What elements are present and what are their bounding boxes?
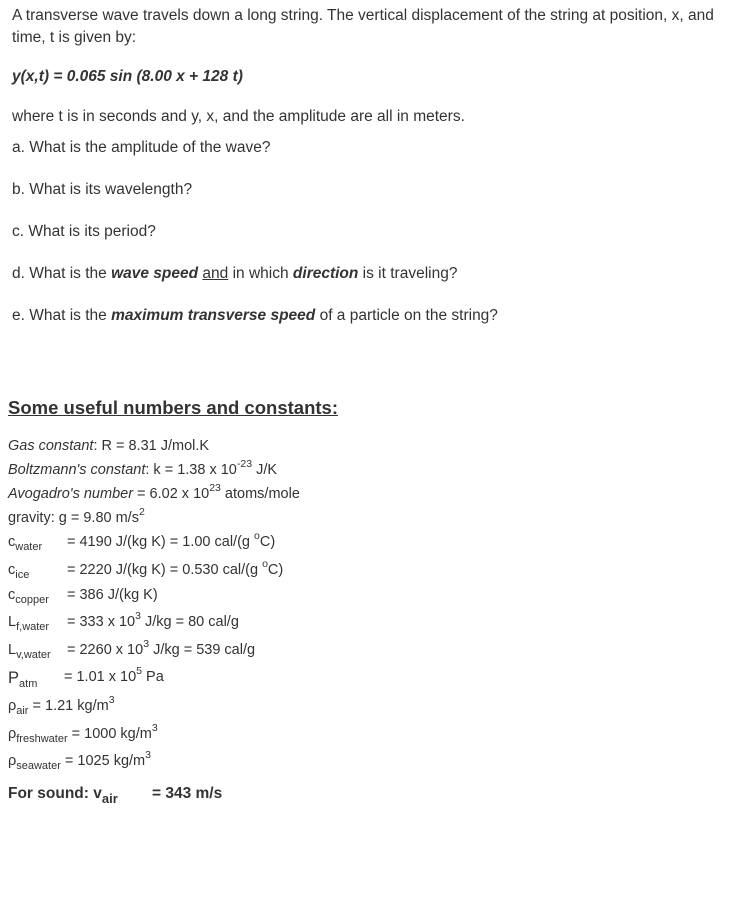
wave-equation: y(x,t) = 0.065 sin (8.00 x + 128 t) xyxy=(12,68,243,85)
avogadro-number: Avogadro's number = 6.02 x $10^{23}$ atoms/mole xyxy=(8,482,300,502)
question-c: c. What is its period? xyxy=(12,223,156,240)
gas-constant: Gas constant: R = 8.31 J/mol.K xyxy=(8,438,210,454)
problem-intro: A transverse wave travels down a long string. The vertical displacement of the string at position, x, and time, t is given by: xyxy=(12,7,714,46)
speed-of-sound: For sound: $v_{air}$ = 343 m/s xyxy=(8,785,223,806)
question-e: e. What is the maximum transverse speed of a particle on the string? xyxy=(12,307,498,324)
density-air: $\rho_{air} = 1.21$ $kg/m^3$ xyxy=(8,694,115,717)
density-freshwater: $\rho_{freshwater} = 1000$ $kg/m^3$ xyxy=(8,722,158,745)
question-b: b. What is its wavelength? xyxy=(12,181,193,198)
density-seawater: $\rho_{seawater} = 1025$ $kg/m^3$ xyxy=(8,749,151,772)
units-note: where t is in seconds and y, x, and the amplitude are all in meters. xyxy=(12,108,465,125)
boltzmann-constant: Boltzmann's constant: k = 1.38 x $10^{-23}$ J/K xyxy=(8,458,278,478)
gravity: gravity: g = 9.80 $m/s^2$ xyxy=(8,506,145,526)
question-a: a. What is the amplitude of the wave? xyxy=(12,139,271,156)
question-d: d. What is the wave speed and in which direction is it traveling? xyxy=(12,265,458,282)
constants-heading: Some useful numbers and constants: xyxy=(8,397,338,418)
